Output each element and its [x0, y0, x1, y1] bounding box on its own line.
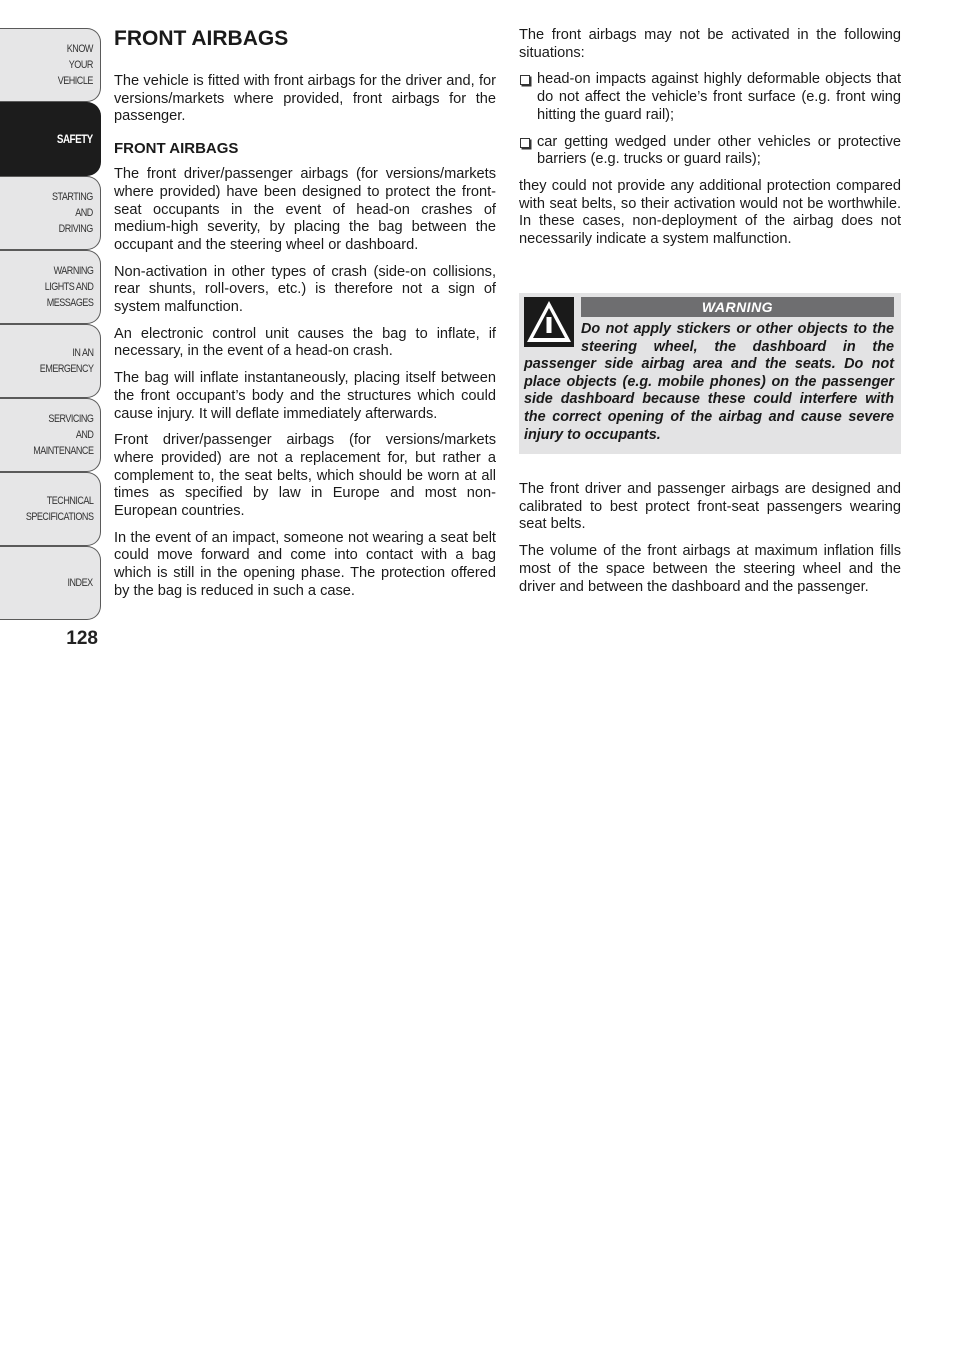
tab-technical-specifications[interactable]: [0, 472, 101, 546]
warning-box: [519, 293, 901, 454]
tab-index[interactable]: [0, 546, 101, 620]
tab-label: SAFETY: [57, 132, 93, 146]
warning-text: [524, 321, 894, 444]
situations-intro: The front airbags may not be activated in the following situations:: [519, 27, 901, 61]
body-paragraph: The volume of the front airbags at maximum inflation fills most of the space between the steering wheel and the driver and between the dashboard and the passenger.: [519, 543, 901, 595]
page-title: FRONT AIRBAGS: [114, 27, 289, 50]
page-number: 128: [66, 628, 98, 649]
body-paragraph: Non-activation in other types of crash (side-on collisions, rear shunts, roll-overs, etc.) is therefore not a sign of system malfunction.: [114, 263, 496, 316]
tab-label: INDEX: [67, 577, 93, 589]
body-paragraph: Front driver/passenger airbags (for versions/markets where provided) are not a replacement for, but rather a complement to, the seat belts, which should be worn at all times as specified by law in Europe and most non-European countries.: [114, 432, 496, 520]
checkbox-bullet-icon: [520, 138, 530, 148]
warning-header: WARNING: [581, 297, 894, 317]
list-item: [519, 134, 901, 169]
list-item: [519, 71, 901, 124]
tab-in-an-emergency[interactable]: [0, 324, 101, 398]
left-column: [114, 27, 496, 610]
tab-label: TECHNICAL SPECIFICATIONS: [25, 495, 93, 523]
body-paragraph: The front driver and passenger airbags are designed and calibrated to best protect front-seat passengers wearing seat belts.: [519, 481, 901, 533]
tab-warning-lights-and-messages[interactable]: [0, 250, 101, 324]
tab-know-your-vehicle[interactable]: [0, 28, 101, 102]
right-column: [519, 27, 901, 258]
tab-label: WARNING LIGHTS AND MESSAGES: [44, 265, 93, 309]
tab-servicing-and-maintenance[interactable]: [0, 398, 101, 472]
body-paragraph: In the event of an impact, someone not wearing a seat belt could move forward and come into contact with a bag which is still in the opening phase. The protection offered by the bag is reduced in such a case.: [114, 529, 496, 599]
body-paragraph: The front driver/passenger airbags (for versions/markets where provided) have been designed to protect the front-seat occupants in the event of head-on crashes of medium-high severity, by placing the bag between the occupant and the steering wheel or dashboard.: [114, 166, 496, 253]
right-column-lower: [519, 481, 901, 605]
body-paragraph: An electronic control unit causes the bag to inflate, if necessary, in the event of a head-on crash.: [114, 325, 496, 360]
body-paragraph: they could not provide any additional protection compared with seat belts, so their activation would not be worthwhile. In these cases, non-deployment of the airbag does not necessarily indicate a system malfunction.: [519, 177, 901, 248]
tab-starting-and-driving[interactable]: [0, 176, 101, 250]
warning-text-content: Do not apply stickers or other objects to the steering wheel, the dashboard in the passenger side airbag area and the seats. Do not place objects (e.g. mobile phones) on the passenger side dashboard because these could interfere with the correct opening of the airbag and cause severe injury to occupants.: [524, 321, 894, 443]
list-item-text: head-on impacts against highly deformable objects that do not affect the vehicle’s front surface (e.g. front wing hitting the guard rail);: [537, 71, 901, 123]
situations-list: [519, 71, 901, 169]
tab-label: IN AN EMERGENCY: [39, 347, 93, 375]
tab-label: SERVICING AND MAINTENANCE: [32, 413, 93, 457]
chapter-tabs: [0, 28, 101, 620]
tab-label: KNOW YOUR VEHICLE: [57, 43, 93, 87]
tab-label: STARTING AND DRIVING: [52, 191, 93, 235]
intro-paragraph: The vehicle is fitted with front airbags for the driver and, for versions/markets where provided, front airbags for the passenger.: [114, 73, 496, 125]
section-subtitle: FRONT AIRBAGS: [114, 140, 239, 158]
checkbox-bullet-icon: [520, 75, 530, 85]
body-paragraph: The bag will inflate instantaneously, placing itself between the front occupant’s body and the structures which could cause injury. It will deflate immediately afterwards.: [114, 370, 496, 422]
tab-safety[interactable]: [0, 102, 101, 176]
list-item-text: car getting wedged under other vehicles or protective barriers (e.g. trucks or guard rails);: [537, 133, 901, 168]
